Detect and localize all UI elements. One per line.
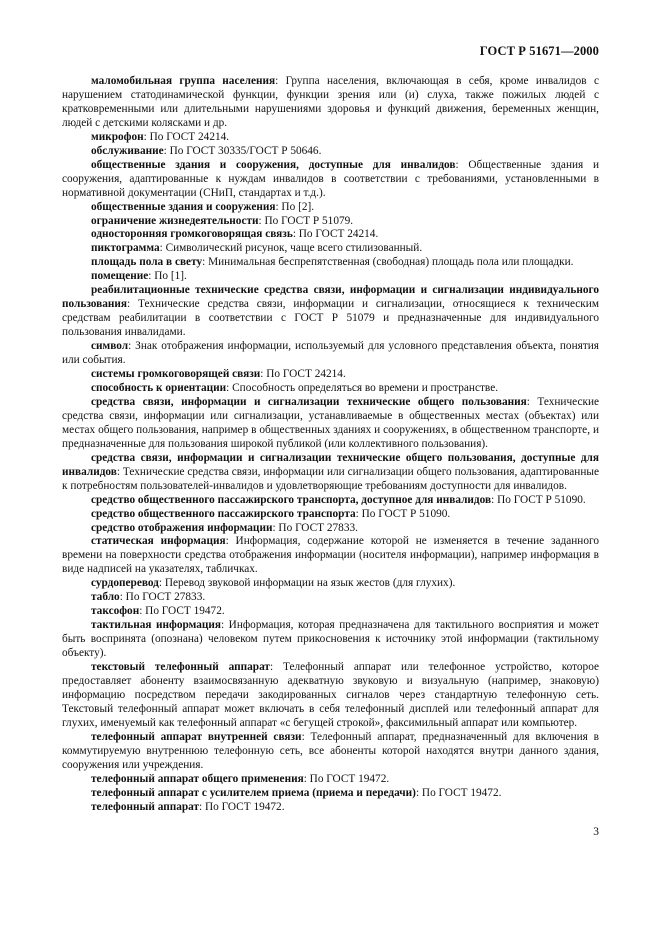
definition-term: ограничение жизнедеятельности [91,214,259,227]
definition-text: : Информация, которая предназначена для тактильного восприятия и может быть воспринята (опознана) человеком путем прикосновения к источнику этой информации (тактильному объекту). [62,619,599,660]
definition-text: : По ГОСТ 24214. [143,130,230,143]
definition-term: общественные здания и сооружения [91,200,276,213]
definition-text: : Общественные здания и сооружения, адаптированные к нуждам инвалидов в соответствии с требованиями, установленными в нормативной документации (СНиП, стандартах и т.д.). [62,158,599,199]
definition-text: : Информация, содержание которой не изменяется в течение заданного времени на поверхности средства отображения информации (носителя информации), например информация в виде надписей на указателях, табличках. [62,535,599,576]
definition-term: статическая информация [91,535,226,548]
definition-text: : По ГОСТ 19472. [303,772,390,785]
definition-term: средство отображения информации [91,521,273,534]
definition-term: микрофон [91,130,144,143]
definition-term: телефонный аппарат внутренней связи [91,730,302,743]
definition-entry [62,731,599,773]
definition-entry [62,577,599,591]
definition-term: телефонный аппарат [91,800,200,813]
definition-text: : Группа населения, включающая в себя, кроме инвалидов с нарушением статодинамической функции, функции зрения или (и) слуха, также пожилых людей с кратковременными или длительными нарушениями здоровья и функций движения, беременных женщин, людей с детскими колясками и др. [62,75,599,129]
definition-term: сурдоперевод [91,577,159,590]
definition-term: реабилитационные технические средства связи, информации и сигнализации индивидуального пользования [62,284,599,311]
definition-term: табло [91,591,120,604]
definition-entry [62,508,599,522]
definition-term: односторонняя громкоговорящая связь [91,228,293,241]
definition-term: средства связи, информации и сигнализации технические общего пользования [91,395,527,408]
definition-text: : Телефонный аппарат или телефонное устройство, которое предоставляет абоненту взаимосвязанную адекватную звуковую и визуальную (например, знаковую) информацию посредством передачи закодированных сигналов через стандартную телефонную сеть. Текстовый телефонный аппарат может включать в себя телефонный дисплей или телефонный аппарат для глухих, именуемый как телефонный аппарат «с бегущей строкой», факсимильный аппарат или компьютер. [62,661,600,729]
definition-term: средства связи, информации и сигнализации технические общего пользования, доступные для инвалидов [62,451,599,478]
definition-text: : По ГОСТ 27833. [272,521,358,534]
definition-text: : По [2]. [275,200,315,213]
definition-text: : По [1]. [148,270,187,283]
definition-entry [62,787,599,801]
definition-term: средство общественного пассажирского транспорта, доступное для инвалидов [91,493,492,506]
definition-text: : Технические средства связи, информации и сигнализации, относящиеся к техническим средствам реабилитации в соответствии с ГОСТ Р 51079 и предназначенные для индивидуального пользования инвалидами. [62,298,599,339]
definition-entry [62,75,599,131]
definition-term: символ [91,340,129,353]
definition-entry [62,215,599,229]
definition-text: : Технические средства связи, информации или сигнализации общего пользования, адаптированные к потребностям пользователей-инвалидов и удовлетворяющие требованиям доступности для инвалидов. [62,465,599,492]
definition-text: : По ГОСТ Р 51090. [491,493,586,506]
definition-entry [62,522,599,536]
definitions-list [62,75,599,815]
definition-entry [62,145,599,159]
definition-text: : По ГОСТ Р 51079. [258,214,354,227]
definition-term: средство общественного пассажирского транспорта [91,507,356,520]
definition-term: маломобильная группа населения [91,75,276,87]
definition-text: : По ГОСТ 19472. [415,786,502,799]
definition-entry [62,535,599,577]
definition-text: : По ГОСТ Р 51090. [355,507,451,520]
definition-entry [62,270,599,284]
definition-text: : Технические средства связи, информации или сигнализации, устанавливаемые в общественных местах (объектах) или местах общего пользования, например в общественных зданиях и сооружениях, в общественном транспорте, и предназначенные для пользования широкой публикой (или коллективного пользования). [62,395,600,450]
definition-entry [62,284,599,340]
definition-text: : Телефонный аппарат, предназначенный для включения в коммутируемую внутреннюю телефонную сеть, все абоненты которой находятся внутри данного здания, сооружения или учреждения. [62,730,599,771]
definition-entry [62,605,599,619]
definition-term: системы громкоговорящей связи [91,368,261,381]
definition-text: : Символический рисунок, чаще всего стилизованный. [159,242,423,255]
definition-text: : По ГОСТ 19472. [139,605,225,618]
definition-term: текстовый телефонный аппарат [91,661,270,674]
definition-entry [62,368,599,382]
definition-term: тактильная информация [91,619,221,632]
definition-text: : По ГОСТ 27833. [119,591,206,604]
definition-term: обслуживание [91,144,164,157]
definition-text: : По ГОСТ 19472. [199,800,285,813]
definition-text: : По ГОСТ 24214. [260,368,346,381]
document-header: ГОСТ Р 51671—2000 [479,44,599,58]
definition-term: таксофон [91,605,140,618]
definition-entry [62,131,599,145]
definition-entry [62,201,599,215]
definition-entry [62,340,599,368]
definition-text: : По ГОСТ 24214. [292,228,379,241]
definition-entry [62,228,599,242]
definition-entry [62,773,599,787]
definition-text: : Перевод звуковой информации на язык жестов (для глухих). [158,577,456,590]
definition-entry [62,452,599,494]
definition-text: : Знак отображения информации, используемый для условного представления объекта, понятия или события. [62,340,599,367]
definition-entry [62,159,599,201]
definition-text: : Способность определяться во времени и пространстве. [226,381,499,394]
definition-term: телефонный аппарат с усилителем приема (приема и передачи) [91,786,416,799]
definition-entry [62,382,599,396]
definition-entry [62,801,599,815]
definition-term: телефонный аппарат общего применения [91,772,304,785]
definition-entry [62,591,599,605]
definition-text: : Минимальная беспрепятственная (свободная) площадь пола или площадки. [202,256,574,269]
definition-term: общественные здания и сооружения, доступные для инвалидов [91,158,456,171]
definition-term: помещение [91,270,149,283]
page-number: 3 [593,826,599,838]
definition-entry [62,619,599,661]
definition-entry [62,494,599,508]
definition-entry [62,396,599,452]
definition-text: : По ГОСТ 30335/ГОСТ Р 50646. [163,144,322,157]
definition-entry [62,661,599,731]
definition-term: площадь пола в свету [91,256,203,269]
definition-entry [62,242,599,256]
definition-entry [62,256,599,270]
definition-term: способность к ориентации [91,381,227,394]
definition-term: пиктограмма [91,242,160,255]
